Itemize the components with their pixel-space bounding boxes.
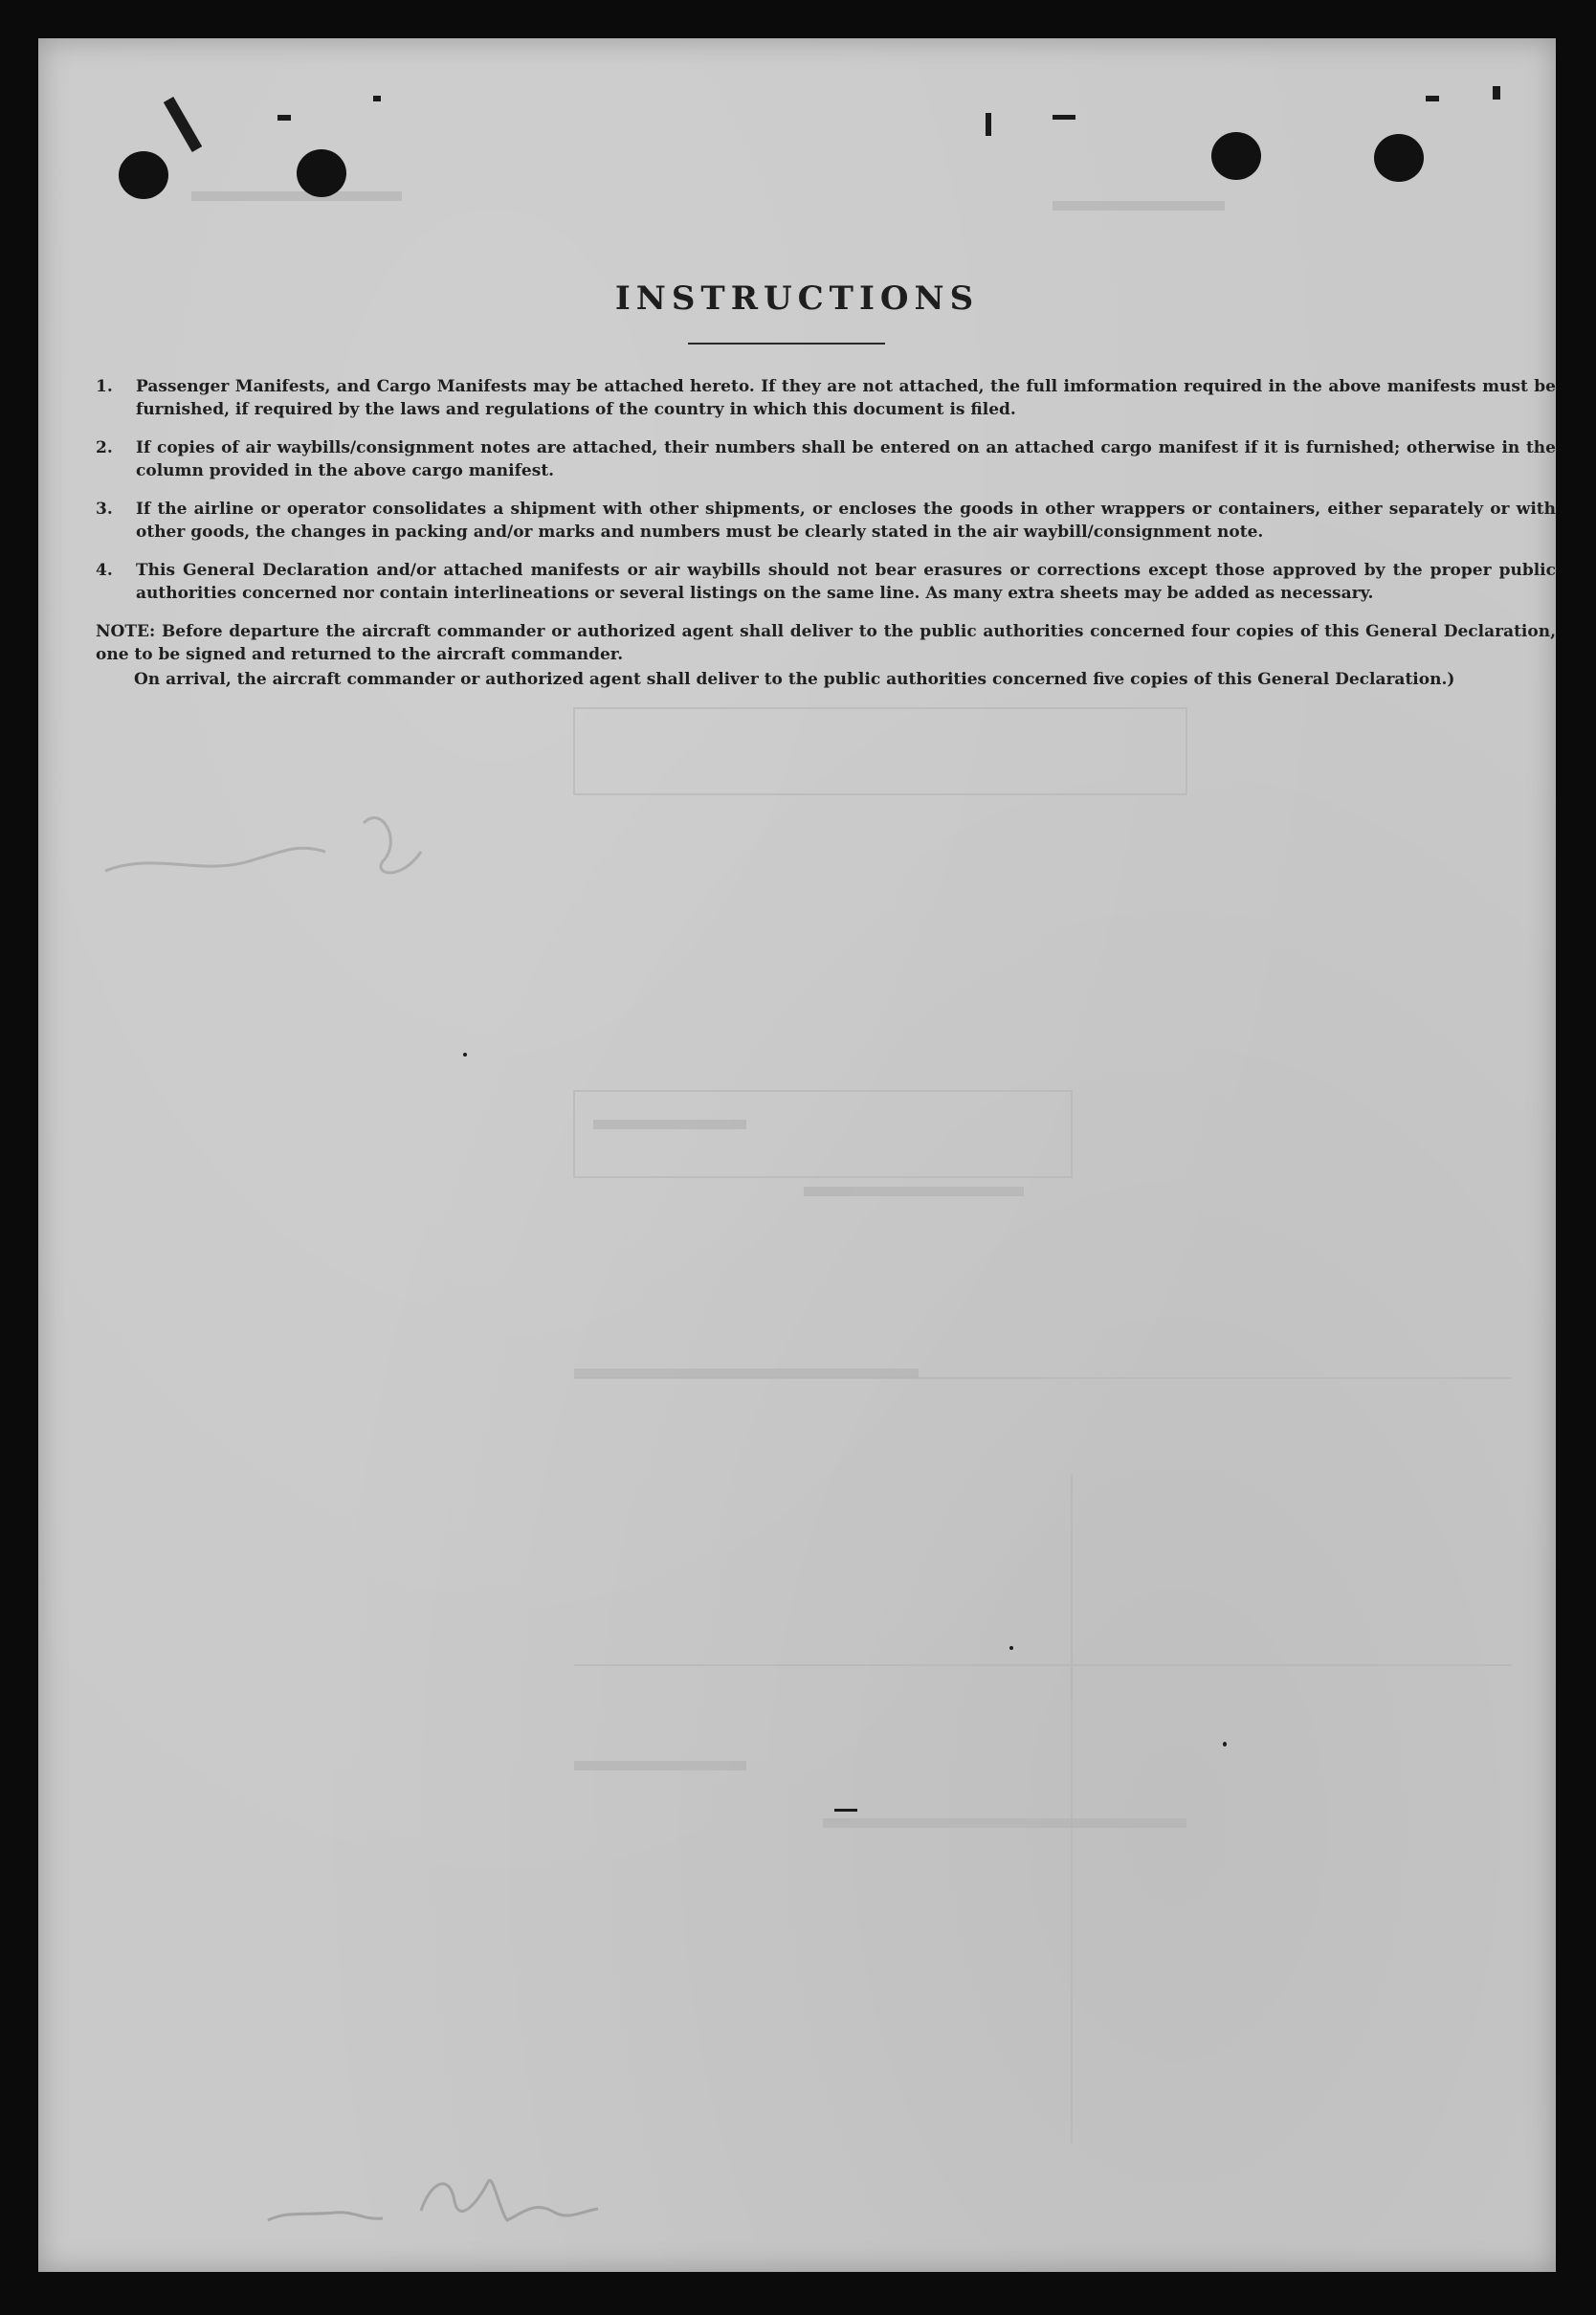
instruction-item [96, 436, 1556, 482]
handwritten-signature [249, 2144, 612, 2259]
instruction-text: If the airline or operator consolidates a shipment with other shipments, or encloses the goods in other wrappers or containers, either separately or with other goods, the changes in packing and/or marks and numbers must be clearly stated in the air waybill/consignment note. [136, 500, 1556, 542]
note-departure-row [96, 620, 1556, 666]
punch-hole [297, 149, 346, 197]
document-page [38, 38, 1556, 2272]
note-block [96, 620, 1556, 691]
ink-speck [986, 113, 991, 136]
instruction-item [96, 498, 1556, 544]
instructions-list [96, 375, 1556, 691]
ink-speck [834, 1809, 857, 1812]
ink-speck [1223, 1742, 1227, 1747]
instruction-text: Passenger Manifests, and Cargo Manifests may be attached hereto. If they are not attached, the full imformation required in the above manifests must be furnished, if required by the laws and regulations of the country in which this document is filed. [136, 377, 1556, 419]
ink-speck [1426, 96, 1439, 101]
instruction-item [96, 559, 1556, 605]
instruction-number: 4. [96, 561, 113, 580]
instruction-text: This General Declaration and/or attached manifests or air waybills should not bear erasures or corrections except those approved by the proper public authorities concerned nor contain interlineations or several listings on the same line. As many extra sheets may be added as necessary. [136, 561, 1556, 603]
note-arrival-text: On arrival, the aircraft commander or authorized agent shall deliver to the public authorities concerned five copies of this General Declaration.) [134, 670, 1455, 689]
ink-speck [1493, 86, 1500, 100]
punch-hole [1211, 132, 1261, 180]
instruction-number: 3. [96, 500, 113, 519]
ink-speck [463, 1053, 467, 1057]
punch-hole [119, 151, 168, 199]
note-label: NOTE: [96, 622, 156, 641]
note-departure-text: Before departure the aircraft commander or authorized agent shall deliver to the public authorities concerned four copies of this General Declaration, one to be signed and returned to the aircraft commander. [96, 622, 1556, 664]
ink-speck [1009, 1646, 1013, 1650]
show-through-texture [38, 38, 1556, 2272]
instruction-text: If copies of air waybills/consignment notes are attached, their numbers shall be entered on an attached cargo manifest if it is furnished; otherwise in the column provided in the above cargo manifest. [136, 438, 1556, 480]
punch-hole [1374, 134, 1424, 182]
pencil-scribble [96, 785, 459, 900]
ink-speck [277, 115, 291, 121]
ink-speck [1053, 115, 1075, 120]
page-heading: INSTRUCTIONS [614, 279, 980, 318]
instruction-item [96, 375, 1556, 421]
heading-underline [688, 343, 885, 345]
instruction-number: 1. [96, 377, 113, 396]
ink-speck [373, 96, 381, 101]
ink-speck [164, 97, 202, 152]
instruction-number: 2. [96, 438, 113, 457]
